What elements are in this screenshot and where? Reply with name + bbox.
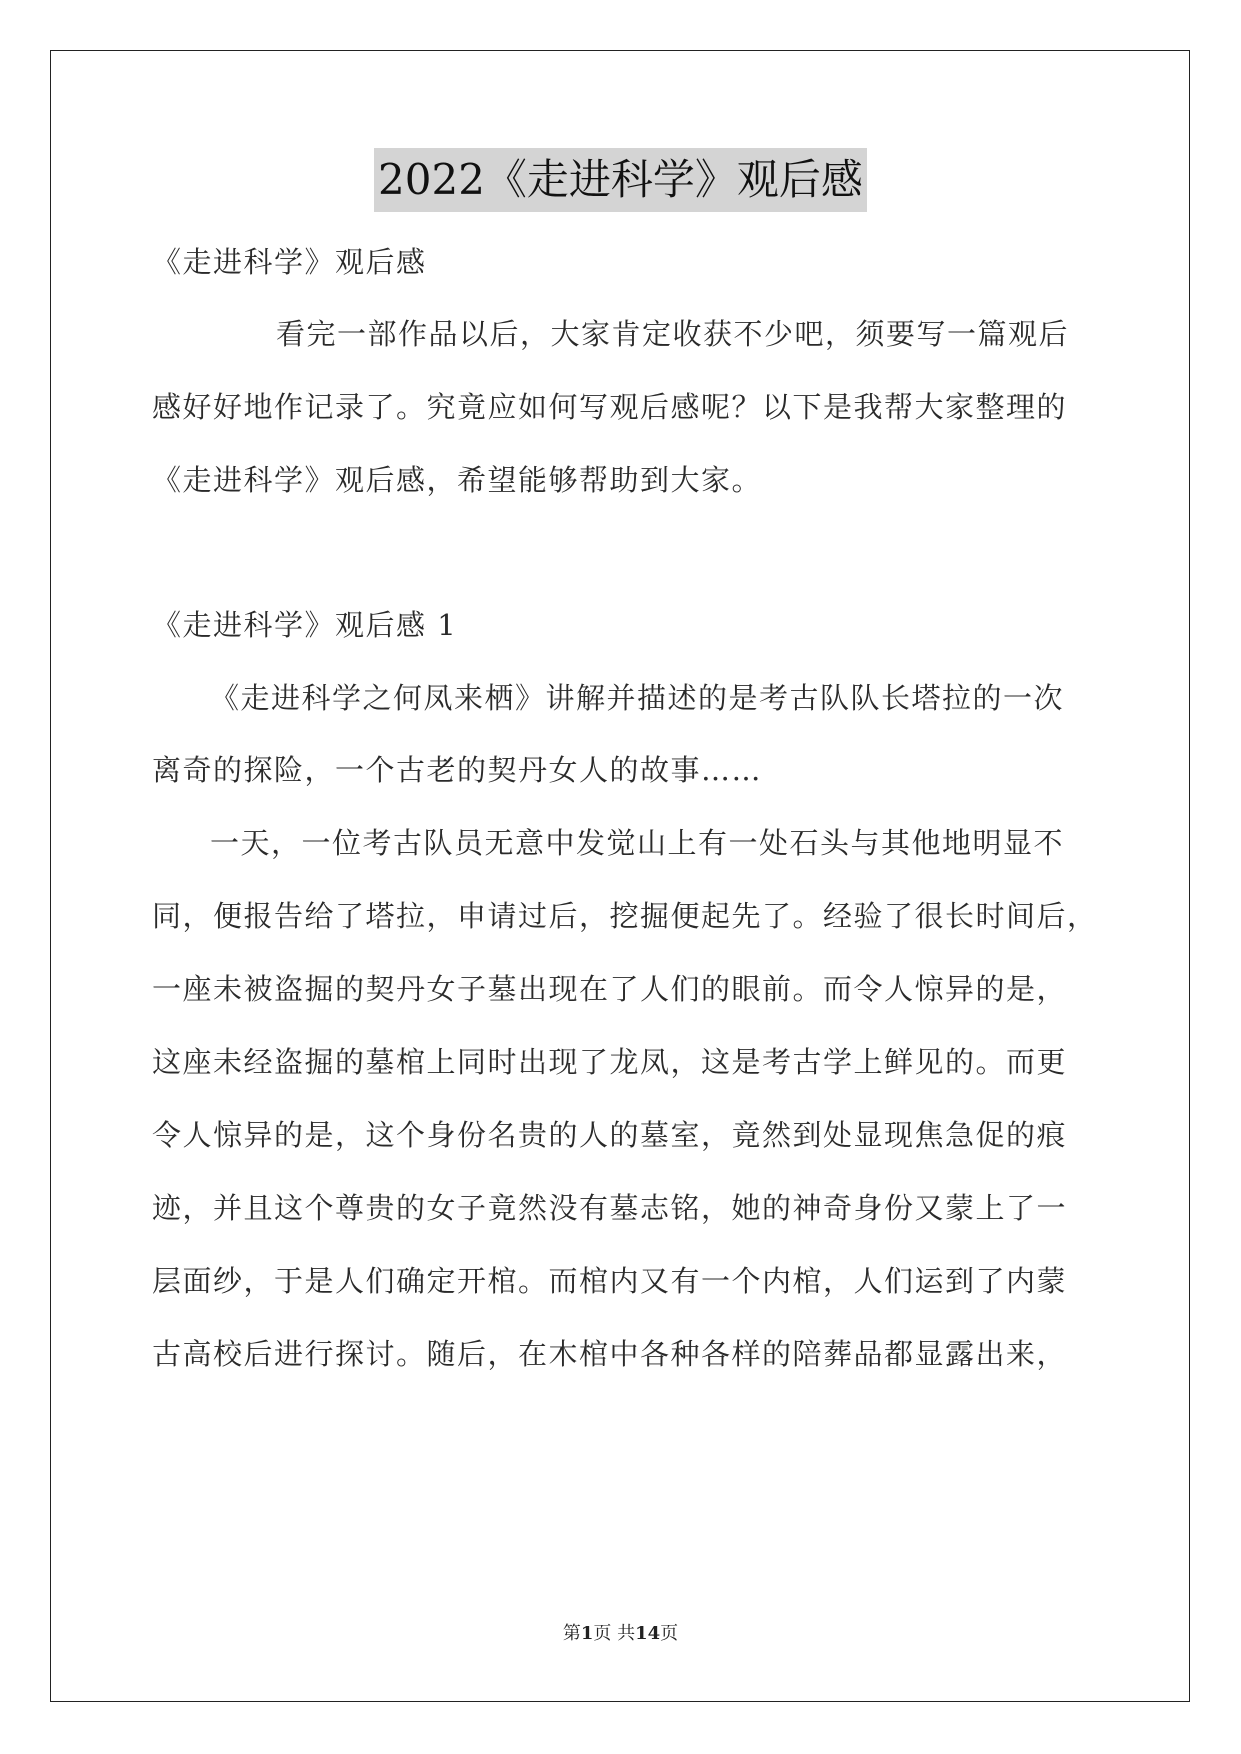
- body-line-7: 令人惊异的是，这个身份名贵的人的墓室，竟然到处显现焦急促的痕: [152, 1118, 1068, 1152]
- title-wrap: [0, 148, 1241, 212]
- intro-line-2: 感好好地作记录了。究竟应如何写观后感呢？以下是我帮大家整理的: [152, 390, 1068, 424]
- body-line-4: 同，便报告给了塔拉，申请过后，挖掘便起先了。经验了很长时间后，: [152, 899, 1098, 933]
- footer-page-number: 1: [580, 1623, 594, 1644]
- body-line-1: 《走进科学之何凤来栖》讲解并描述的是考古队队长塔拉的一次: [210, 681, 1065, 715]
- intro-line-3: 《走进科学》观后感，希望能够帮助到大家。: [152, 463, 763, 497]
- article-heading: 《走进科学》观后感 1: [152, 608, 458, 642]
- body-line-3: 一天，一位考古队员无意中发觉山上有一处石头与其他地明显不: [210, 826, 1065, 860]
- footer-total-pages: 14: [635, 1623, 661, 1644]
- body-line-5: 一座未被盗掘的契丹女子墓出现在了人们的眼前。而令人惊异的是，: [152, 972, 1068, 1006]
- footer-mid: 页 共: [593, 1623, 636, 1644]
- body-line-6: 这座未经盗掘的墓棺上同时出现了龙凤，这是考古学上鲜见的。而更: [152, 1045, 1068, 1079]
- footer-suffix: 页: [660, 1623, 679, 1644]
- page-border: [50, 50, 1190, 1702]
- body-line-9: 层面纱，于是人们确定开棺。而棺内又有一个内棺，人们运到了内蒙: [152, 1264, 1068, 1298]
- section-heading: 《走进科学》观后感: [152, 245, 427, 279]
- document-title: 2022《走进科学》观后感: [374, 148, 867, 212]
- page-footer: [0, 1622, 1241, 1646]
- intro-line-1: 看完一部作品以后，大家肯定收获不少吧，须要写一篇观后: [276, 317, 1070, 351]
- footer-prefix: 第: [562, 1623, 581, 1644]
- body-line-2: 离奇的探险，一个古老的契丹女人的故事……: [152, 753, 763, 787]
- body-line-10: 古高校后进行探讨。随后，在木棺中各种各样的陪葬品都显露出来，: [152, 1337, 1068, 1371]
- body-line-8: 迹，并且这个尊贵的女子竟然没有墓志铭，她的神奇身份又蒙上了一: [152, 1191, 1068, 1225]
